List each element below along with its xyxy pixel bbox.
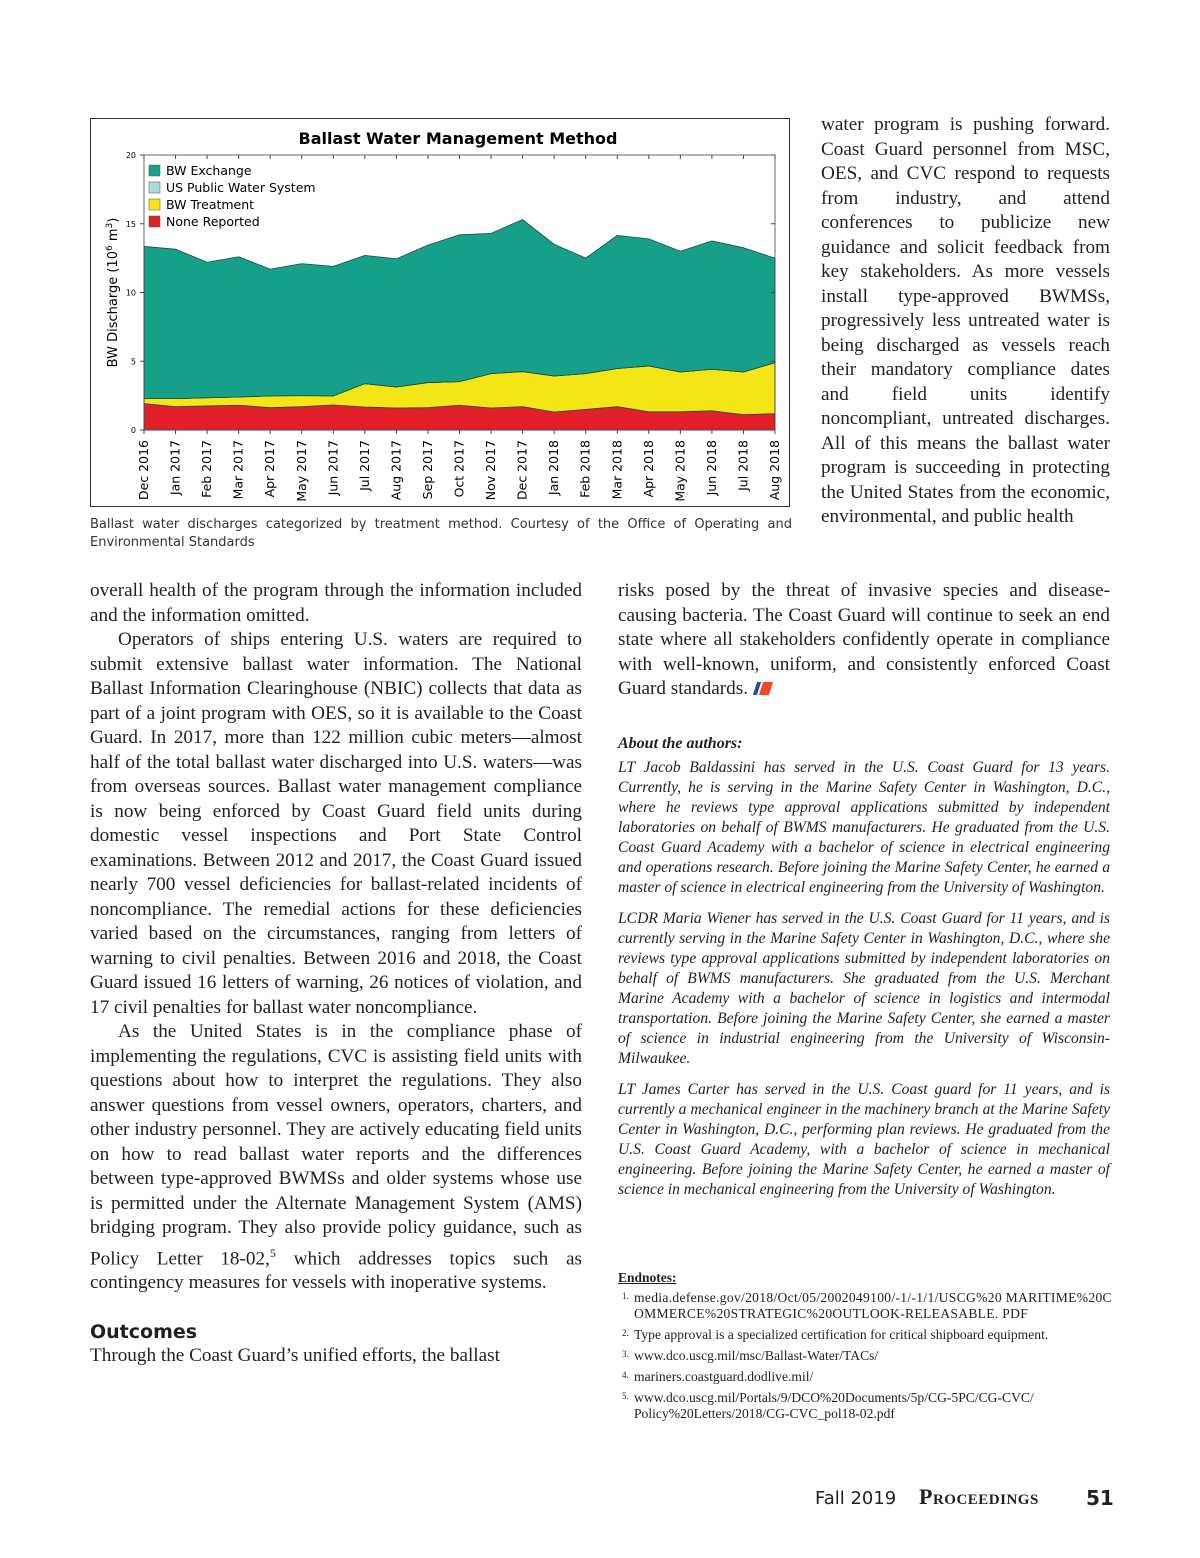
y-axis-label-part: 6 xyxy=(105,245,115,252)
x-tick-label: Aug 2017 xyxy=(388,440,404,501)
x-tick-label: Apr 2017 xyxy=(262,440,278,498)
x-tick-label: Jun 2018 xyxy=(703,440,719,496)
author-bio: LT Jacob Baldassini has served in the U.S. Coast Guard for 13 years. Currently, he is serving in the Marine Safety Center in Washington, D.C., where he reviews type approval applications submitted by independent laboratories on behalf of BWMS manufacturers. He graduated from the U.S. Coast Guard Academy with a bachelor of science in electrical engineering and operations research. Before joining the Marine Safety Center, he earned a master of science in electrical engineering from the University of Washington. xyxy=(618,759,1110,896)
paragraph-text: risks posed by the threat of invasive species and disease-causing bacteria. The Coast Guard will continue to seek an end state where all stakeholders confidently operate in compliance with well-known, uniform, and consistently enforced Coast Guard standards. xyxy=(618,580,1110,699)
legend-swatch xyxy=(149,199,160,210)
x-tick-label: Jul 2018 xyxy=(735,440,751,491)
x-tick-label: May 2018 xyxy=(672,440,688,502)
x-tick-label: Jan 2018 xyxy=(546,440,562,496)
endnote-number: 1. xyxy=(622,1291,629,1301)
paragraph-text: As the United States is in the compliance phase of implementing the regulations, CVC is assisting field units with questions about how to interpret the regulations. They also answer questions from vessel owners, operators, charters, and other industry personnel. They are actively educating field units on how to read ballast water reports and the differences between type-approved BWMSs and older systems whose use is permitted under the Alternate Management System (AMS) bridging program. They also provide policy guidance, such as Policy Letter 18-02, xyxy=(90,1021,582,1269)
x-tick-label: Feb 2017 xyxy=(199,440,215,498)
x-tick-label: Sep 2017 xyxy=(419,440,435,500)
endnote xyxy=(618,1327,1112,1343)
endnote-text: Type approval is a specialized certification for critical shipboard equipment. xyxy=(634,1327,1049,1342)
y-tick-label: 20 xyxy=(125,151,136,160)
legend-swatch xyxy=(149,216,160,227)
endnote-ref[interactable]: 5 xyxy=(269,1245,276,1260)
endnote-link[interactable]: www.dco.uscg.mil/Portals/9/DCO%20Documents/5p/CG-5PC/CG-CVC/ Policy%20Letters/2018/CG-CVC_pol18-02.pdf xyxy=(634,1390,1034,1421)
area-bw-exchange xyxy=(144,220,775,399)
legend-label: None Reported xyxy=(166,214,260,229)
y-axis-label-part: ) xyxy=(106,217,121,223)
y-tick-label: 0 xyxy=(130,426,136,435)
paragraph: overall health of the program through the information included and the information omitted. xyxy=(90,580,582,626)
x-tick-label: May 2017 xyxy=(293,440,309,502)
x-tick-label: Aug 2018 xyxy=(767,440,782,501)
y-axis-label-part: m xyxy=(106,228,121,246)
x-tick-label: Jul 2017 xyxy=(356,440,372,491)
section-heading-outcomes: Outcomes xyxy=(90,1320,198,1343)
y-tick-label: 10 xyxy=(125,288,136,298)
stacked-area-chart xyxy=(91,119,791,508)
x-tick-label: Dec 2017 xyxy=(514,440,530,500)
paragraph-text: which addresses topics such as contingency measures for vessels with inoperative systems. xyxy=(90,1247,583,1294)
endnote-number: 5. xyxy=(622,1391,629,1401)
endnote xyxy=(618,1390,1112,1422)
x-tick-label: Jun 2017 xyxy=(325,440,341,496)
end-of-article-mark-icon xyxy=(753,682,773,695)
x-tick-label: Dec 2016 xyxy=(136,440,151,500)
right-column xyxy=(618,579,1110,702)
ballast-water-chart xyxy=(90,118,790,507)
x-tick-label: Feb 2018 xyxy=(577,440,593,498)
legend-swatch xyxy=(149,165,160,176)
x-tick-label: Oct 2017 xyxy=(451,440,467,498)
paragraph xyxy=(90,1020,582,1296)
legend-label: US Public Water System xyxy=(166,180,316,195)
chart-title: Ballast Water Management Method xyxy=(298,129,618,148)
x-tick-label: Jan 2017 xyxy=(167,440,183,496)
paragraph xyxy=(618,579,1110,702)
endnote-link[interactable]: mariners.coastguard.dodlive.mil/ xyxy=(634,1369,814,1384)
page-number: 51 xyxy=(1086,1486,1114,1510)
endnote xyxy=(618,1290,1112,1322)
paragraph: Through the Coast Guard’s unified efforts, the ballast xyxy=(90,1345,500,1367)
endnote-link[interactable]: media.defense.gov/2018/Oct/05/2002049100/-1/-1/1/USCG%20 MARITIME%20COMMERCE%20STRATEGIC%20OUTLOOK-RELEASABLE. PDF xyxy=(634,1290,1112,1321)
legend-label: BW Exchange xyxy=(166,163,252,178)
legend-label: BW Treatment xyxy=(166,197,255,212)
footer-magazine: Proceedings xyxy=(919,1484,1039,1509)
endnotes-heading: Endnotes: xyxy=(618,1270,677,1285)
author-bio: LT James Carter has served in the U.S. Coast guard for 11 years, and is currently a mechanical engineer in the machinery branch at the Marine Safety Center in Washington, D.C., performing plan reviews. He graduated from the U.S. Coast Guard Academy, with a bachelor of science in mechanical engineering. Before joining the Marine Safety Center, he earned a master of science in mechanical engineering from the University of Washington. xyxy=(618,1081,1110,1198)
paragraph: Operators of ships entering U.S. waters are required to submit extensive ballast water information. The National Ballast Information Clearinghouse (NBIC) collects that data as part of a joint program with OES, so it is available to the Coast Guard. In 2017, more than 122 million cubic meters—almost half of the total ballast water discharged into U.S. waters—was from overseas sources. Ballast water management compliance is now being enforced by Coast Guard field units during domestic vessel inspections and Port State Control examinations. Between 2012 and 2017, the Coast Guard issued nearly 700 vessel deficiencies for ballast-related incidents of noncompliance. The remedial actions for these deficiencies varied based on the circumstances, ranging from letters of warning to civil penalties. Between 2016 and 2018, the Coast Guard issued 16 letters of warning, 26 notices of violation, and 17 civil penalties for ballast water noncompliance. xyxy=(90,629,582,1018)
endnote xyxy=(618,1348,1112,1364)
endnote-number: 3. xyxy=(622,1349,629,1359)
endnote-number: 2. xyxy=(622,1328,629,1338)
x-tick-label: Mar 2018 xyxy=(609,440,625,500)
y-axis-label-part: BW Discharge (10 xyxy=(106,251,121,368)
about-the-authors xyxy=(618,735,1110,1211)
about-authors-heading: About the authors: xyxy=(618,735,743,752)
endnotes xyxy=(618,1270,1112,1427)
y-axis-label xyxy=(105,218,121,368)
x-tick-label: Nov 2017 xyxy=(483,440,499,501)
y-tick-label: 15 xyxy=(125,219,136,229)
endnote-link[interactable]: www.dco.uscg.mil/msc/Ballast-Water/TACs/ xyxy=(634,1348,879,1363)
paragraph: water program is pushing forward. Coast Guard personnel from MSC, OES, and CVC respond to requests from industry, and attend conferences to publicize new guidance and solicit feedback from key stakeholders. As more vessels install type-approved BWMSs, progressively less untreated water is being discharged as vessels reach their mandatory compliance dates and field units identify noncompliant, untreated discharges. All of this means the ballast water program is succeeding in protecting the United States from the economic, environmental, and public health xyxy=(821,114,1110,527)
right-column-top-text xyxy=(821,113,1110,530)
x-tick-label: Mar 2017 xyxy=(230,440,246,500)
chart-caption: Ballast water discharges categorized by treatment method. Courtesy of the Office of Operating and Environmental Standards xyxy=(90,517,792,550)
x-tick-label: Apr 2018 xyxy=(640,440,656,498)
left-column xyxy=(90,579,582,1369)
legend-swatch xyxy=(149,182,160,193)
footer-issue: Fall 2019 xyxy=(815,1488,897,1509)
author-bio: LCDR Maria Wiener has served in the U.S. Coast Guard for 11 years, and is currently serving in the Marine Safety Center in Washington, D.C., where she reviews type approval applications submitted by independent laboratories on behalf of BWMS manufacturers. She graduated from the U.S. Merchant Marine Academy with a bachelor of science in logistics and intermodal transportation. Before joining the Marine Safety Center, she earned a master of science in industrial engineering from the University of Wisconsin-Milwaukee. xyxy=(618,910,1110,1067)
endnote-number: 4. xyxy=(622,1370,629,1380)
y-axis-label-part: 3 xyxy=(105,222,115,229)
endnote xyxy=(618,1369,1112,1385)
y-tick-label: 5 xyxy=(130,357,136,367)
